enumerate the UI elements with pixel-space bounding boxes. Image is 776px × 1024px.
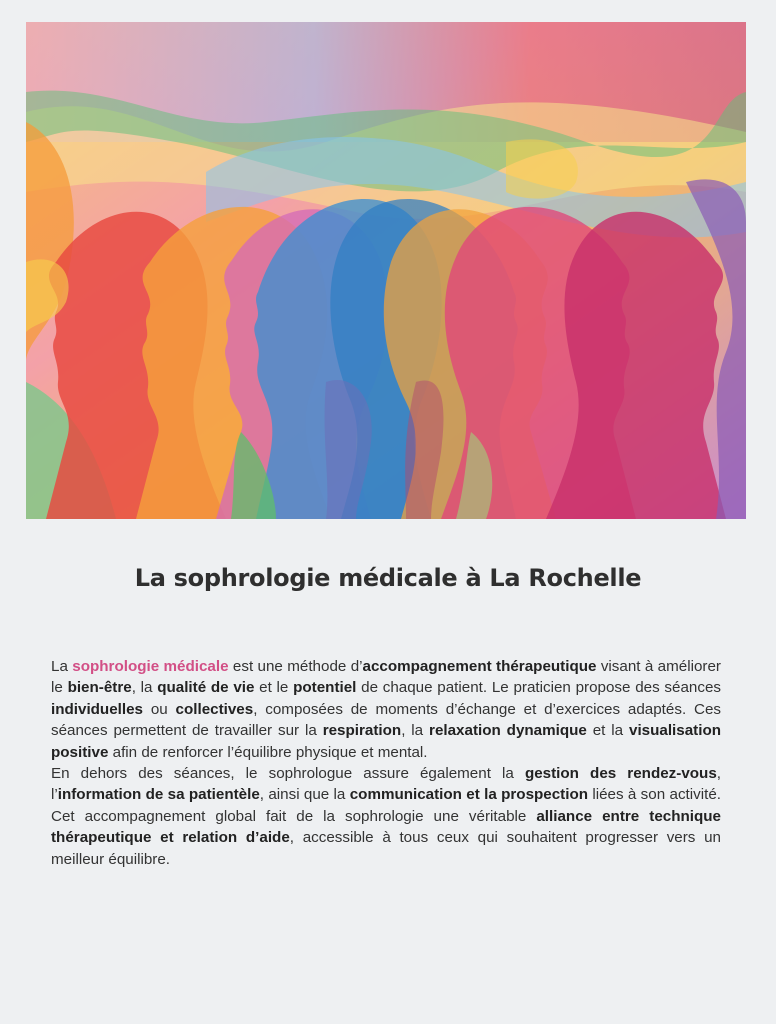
text-run: , la [131, 679, 158, 697]
text-run: En dehors des séances, le sophrologue assure également la [51, 765, 525, 783]
text-run: ou [143, 700, 176, 718]
text-run: afin de renforcer l’équilibre physique et mental. [108, 743, 428, 761]
bold-term: alliance entre technique thérapeutique et relation d’aide [51, 807, 721, 847]
page-title: La sophrologie médicale à La Rochelle [134, 564, 642, 592]
text-run: , accessible à tous ceux qui souhaitent progresser vers un meilleur équilibre. [51, 829, 721, 868]
bold-term: relaxation dynamique [429, 722, 587, 740]
text-run: , l’ [51, 765, 721, 804]
text-run: La [51, 658, 73, 675]
hero-illustration [26, 22, 746, 519]
bold-term: collectives [175, 700, 254, 718]
text-run: , composées de moments d’échange et d’exercices adaptés. Ces séances permettent de travailler sur la [51, 700, 721, 740]
bold-term: respiration [322, 722, 402, 740]
bold-term: visualisation positive [51, 722, 722, 761]
paragraph-1 [51, 656, 721, 763]
bold-term: accompagnement thérapeutique [362, 658, 597, 675]
bold-term: potentiel [293, 679, 357, 697]
bold-term: individuelles [51, 700, 143, 718]
article-body [51, 656, 721, 870]
text-run: visant à améliorer le [51, 658, 721, 697]
text-run: , la [401, 722, 430, 740]
text-run: liées à son activité. Cet accompagnement global fait de la sophrologie une véritable [51, 786, 721, 825]
bold-term: information de sa patientèle [57, 786, 260, 804]
bold-term: qualité de vie [157, 679, 255, 697]
bold-term: gestion des rendez-vous [524, 765, 717, 783]
text-run: de chaque patient. Le praticien propose des séances [356, 679, 721, 697]
text-run: , ainsi que la [259, 786, 350, 804]
bold-term: bien-être [67, 679, 132, 697]
text-run: et la [586, 722, 629, 740]
text-run: est une méthode d’ [228, 658, 363, 675]
paragraph-2 [51, 763, 721, 870]
bold-term: communication et la prospection [349, 786, 589, 804]
text-run: et le [254, 679, 294, 697]
highlight-term: sophrologie médicale [72, 658, 229, 675]
head-profiles-icon [26, 22, 746, 519]
